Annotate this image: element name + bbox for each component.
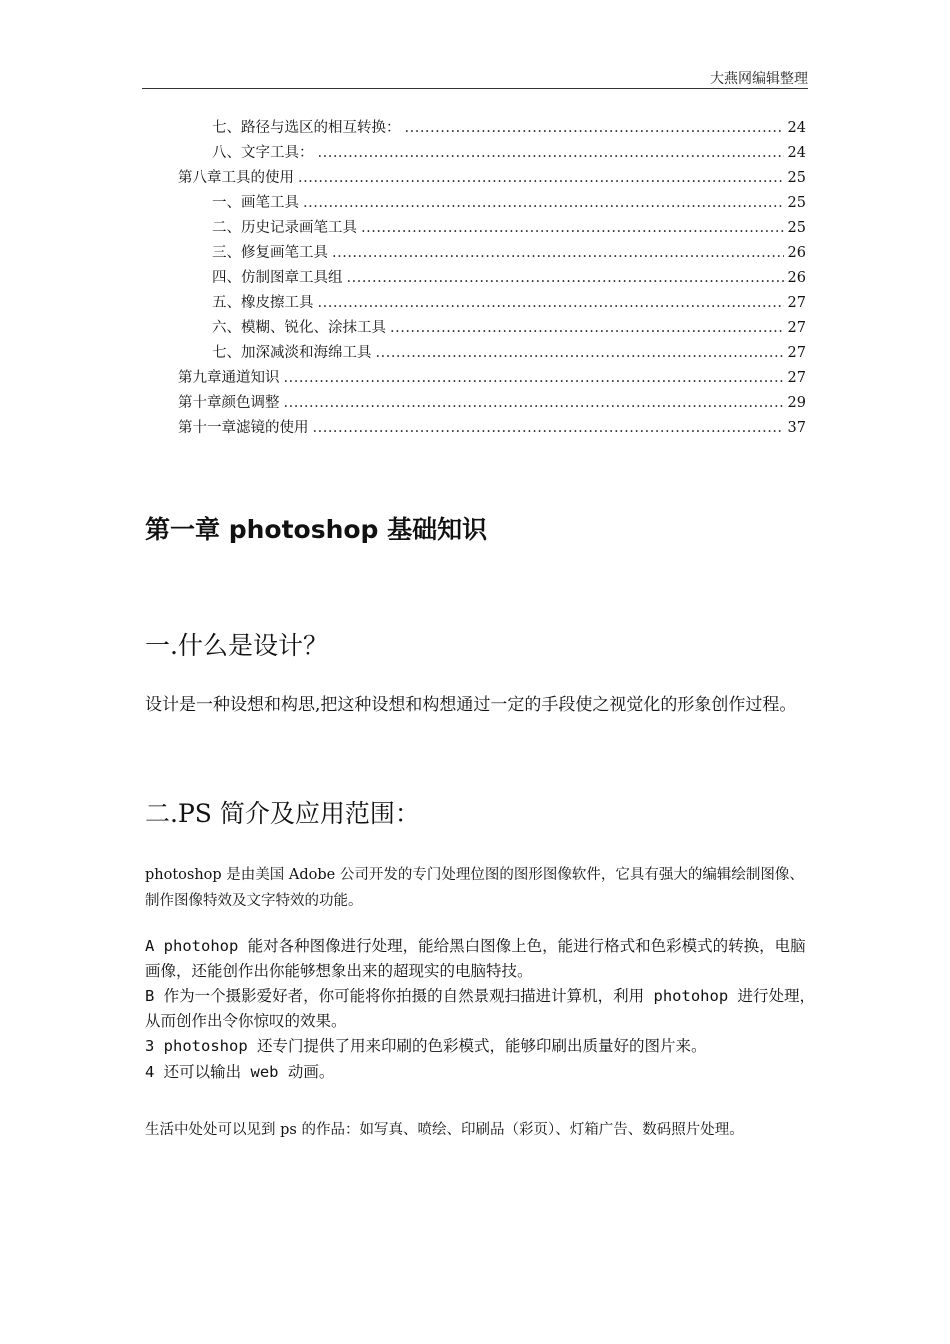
toc-entry-page: 24 bbox=[787, 145, 806, 161]
list-item: A photohop 能对各种图像进行处理，能给黑白图像上色，能进行格式和色彩模式的转换，电脑画像，还能创作出你能够想象出来的超现实的电脑特技。 bbox=[145, 937, 806, 981]
ps-usage-paragraph: 生活中处处可以见到 ps 的作品：如写真、喷绘、印刷品（彩页）、灯箱广告、数码照片处理。 bbox=[145, 1122, 744, 1138]
toc-leader-dots bbox=[332, 245, 784, 261]
list-item: 3 photoshop 还专门提供了用来印刷的色彩模式，能够印刷出质量好的图片来。 bbox=[145, 1037, 707, 1056]
toc-entry-page: 25 bbox=[787, 170, 806, 186]
toc-leader-dots bbox=[361, 220, 784, 236]
toc-entry-page: 27 bbox=[787, 370, 806, 386]
toc-leader-dots bbox=[298, 170, 784, 186]
toc-leader-dots bbox=[318, 145, 784, 161]
toc-entry-label: 第十一章滤镜的使用 bbox=[178, 420, 309, 436]
toc-entry[interactable] bbox=[212, 216, 806, 238]
toc-entry[interactable] bbox=[178, 366, 806, 388]
toc-entry-label: 第十章颜色调整 bbox=[178, 395, 280, 411]
toc-leader-dots bbox=[405, 120, 784, 136]
toc-entry-label: 第八章工具的使用 bbox=[178, 170, 294, 186]
list-item: B 作为一个摄影爱好者，你可能将你拍摄的自然景观扫描进计算机，利用 photohop 进行处理，从而创作出令你惊叹的效果。 bbox=[145, 987, 815, 1031]
toc-entry[interactable] bbox=[212, 141, 806, 163]
toc-entry-page: 26 bbox=[787, 245, 806, 261]
ps-capabilities-list bbox=[145, 934, 815, 1085]
toc-entry[interactable] bbox=[212, 341, 806, 363]
toc-entry[interactable] bbox=[178, 416, 806, 438]
toc-entry-label: 七、加深减淡和海绵工具 bbox=[212, 345, 372, 361]
toc-entry-label: 七、路径与选区的相互转换： bbox=[212, 120, 401, 136]
toc-entry[interactable] bbox=[212, 316, 806, 338]
toc-leader-dots bbox=[313, 420, 784, 436]
ps-intro-paragraph: photoshop 是由美国 Adobe 公司开发的专门处理位图的图形图像软件，它具有强大的编辑绘制图像、制作图像特效及文字特效的功能。 bbox=[145, 867, 804, 910]
toc-entry-label: 二、历史记录画笔工具 bbox=[212, 220, 357, 236]
toc-entry[interactable] bbox=[212, 191, 806, 213]
toc-entry-label: 五、橡皮擦工具 bbox=[212, 295, 314, 311]
toc-entry-label: 四、仿制图章工具组 bbox=[212, 270, 343, 286]
section-title-design: 一.什么是设计？ bbox=[145, 631, 328, 660]
toc-entry-page: 25 bbox=[787, 195, 806, 211]
toc-leader-dots bbox=[347, 270, 784, 286]
toc-entry[interactable] bbox=[178, 166, 806, 188]
toc-entry[interactable] bbox=[212, 116, 806, 138]
toc-leader-dots bbox=[284, 370, 784, 386]
toc-entry-label: 一、画笔工具 bbox=[212, 195, 299, 211]
toc-entry-page: 27 bbox=[787, 345, 806, 361]
toc-entry-page: 25 bbox=[787, 220, 806, 236]
toc-entry-label: 八、文字工具： bbox=[212, 145, 314, 161]
toc-entry-page: 27 bbox=[787, 295, 806, 311]
header-divider bbox=[142, 88, 808, 89]
toc-entry[interactable] bbox=[212, 266, 806, 288]
toc-leader-dots bbox=[318, 295, 784, 311]
section-title-ps-intro: 二.PS 简介及应用范围： bbox=[145, 799, 420, 828]
section-design-body: 设计是一种设想和构思,把这种设想和构想通过一定的手段使之视觉化的形象创作过程。 bbox=[145, 695, 797, 715]
toc-leader-dots bbox=[303, 195, 784, 211]
chapter-title: 第一章 photoshop 基础知识 bbox=[145, 515, 488, 544]
toc-entry-label: 第九章通道知识 bbox=[178, 370, 280, 386]
toc-entry[interactable] bbox=[212, 291, 806, 313]
toc-entry[interactable] bbox=[212, 241, 806, 263]
toc-leader-dots bbox=[376, 345, 784, 361]
toc-leader-dots bbox=[390, 320, 784, 336]
toc-entry-page: 24 bbox=[787, 120, 806, 136]
toc-entry-label: 三、修复画笔工具 bbox=[212, 245, 328, 261]
toc-entry-page: 29 bbox=[787, 395, 806, 411]
list-item: 4 还可以输出 web 动画。 bbox=[145, 1062, 335, 1081]
toc-entry[interactable] bbox=[178, 391, 806, 413]
toc-entry-label: 六、模糊、锐化、涂抹工具 bbox=[212, 320, 386, 336]
toc-entry-page: 37 bbox=[787, 420, 806, 436]
toc-entry-page: 27 bbox=[787, 320, 806, 336]
toc-entry-page: 26 bbox=[787, 270, 806, 286]
header-text: 大燕网编辑整理 bbox=[710, 71, 808, 87]
toc-leader-dots bbox=[284, 395, 784, 411]
